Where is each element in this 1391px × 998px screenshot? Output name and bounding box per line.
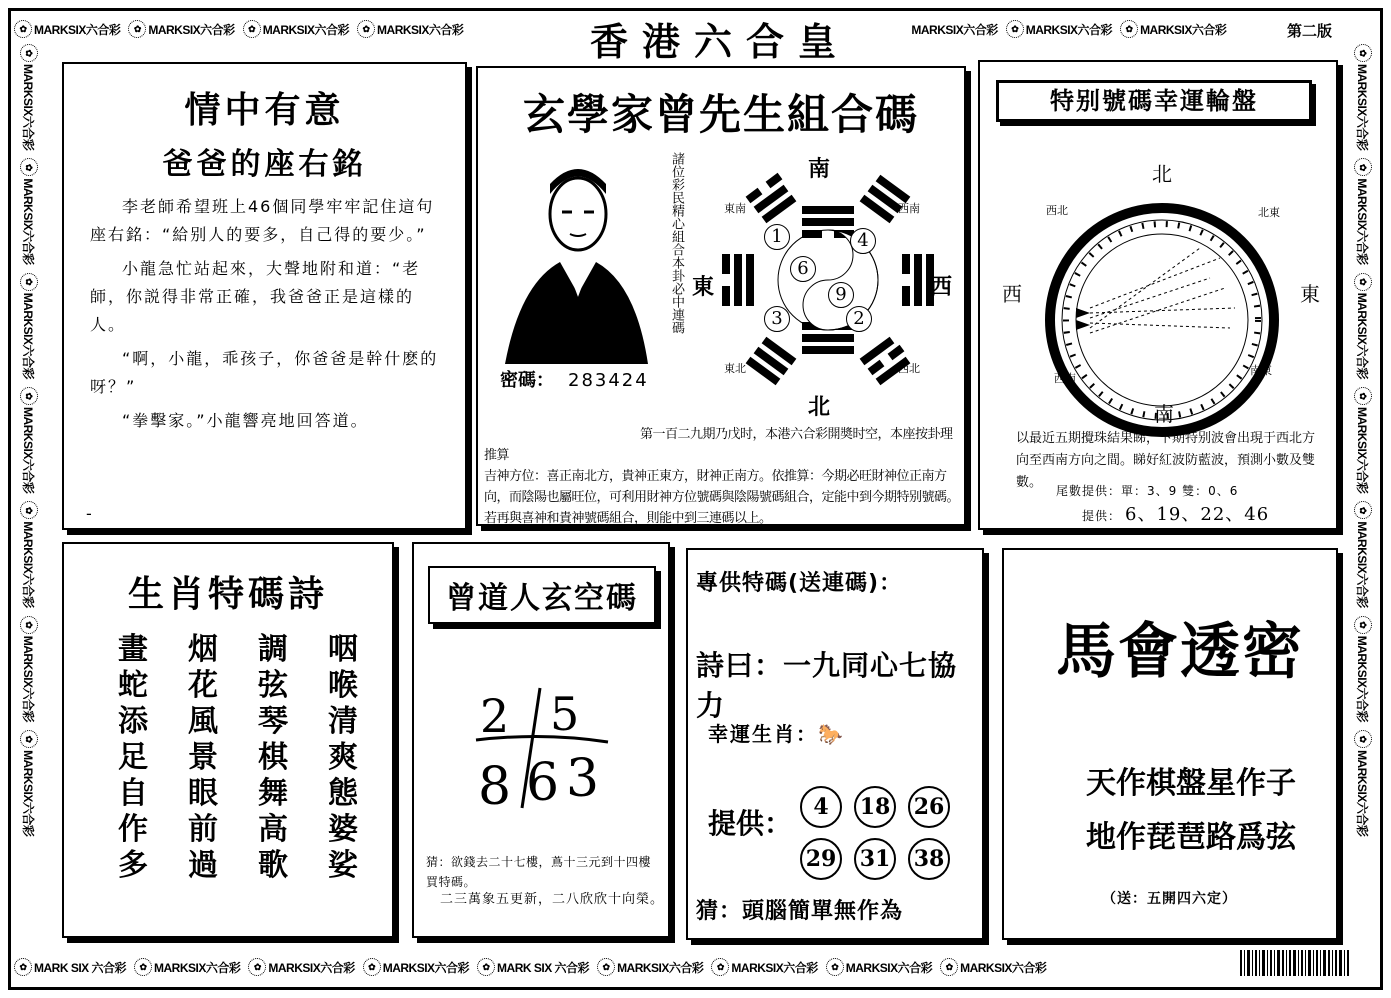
tail-label: 尾數提供： (1056, 484, 1122, 498)
number-circle: 3 (764, 306, 790, 332)
guess-text-2: 二三萬象五更新，二八欣欣十向榮。 (440, 892, 665, 907)
poem-char: 作 (118, 812, 148, 847)
flower-icon: ✿ (1120, 20, 1138, 38)
hand-digit: 6 (526, 753, 560, 813)
watermark-tile: ✿ MARKSIX六合彩 (1354, 616, 1372, 722)
story-paragraph: 李老師希望班上46個同學牢牢記住這句座右銘：“給别人的要多，自己得的要少。” (90, 197, 435, 244)
panel-subtitle: 爸爸的座右銘 (162, 147, 367, 182)
hand-digit: 2 (480, 689, 510, 743)
panel-title: 生肖特碼詩 (127, 573, 328, 615)
wheel-description: 以最近五期攪珠結果睇，下期特别波會出現于西北方向至西南方向之間。睇好紅波防藍波，預測小數及雙數。 (1016, 431, 1316, 490)
watermark-tile: ✿ MARKSIX六合彩 (20, 616, 38, 722)
poem-char: 花 (188, 668, 218, 703)
compass-south: 南 (1154, 402, 1174, 426)
tail-numbers (1056, 482, 1238, 499)
flower-icon: ✿ (20, 730, 38, 748)
direction-southeast: 東南 (724, 202, 746, 215)
compass-northeast: 北東 (1258, 206, 1280, 219)
poem-char: 琴 (258, 704, 288, 739)
poem-char: 景 (188, 740, 218, 775)
flower-icon: ✿ (20, 387, 38, 405)
watermark-tile: ✿ MARKSIX六合彩 (940, 958, 1046, 976)
panel-metaphysicist (476, 66, 966, 526)
story-text (64, 193, 465, 435)
story-paragraph: 小龍急忙站起來，大聲地附和道：“老師，你説得非常正確，我爸爸正是這樣的人。 (90, 259, 421, 334)
offer-numbers (1082, 500, 1269, 526)
code-value: 283424 (568, 370, 649, 391)
compass-west: 西 (1002, 282, 1022, 306)
barcode-image (1240, 950, 1352, 984)
flower-icon: ✿ (14, 958, 32, 976)
number-circle: 2 (846, 306, 872, 332)
story-paragraph: “拳擊家。”小龍響亮地回答道。 (122, 411, 369, 430)
poem-char: 婆 (328, 812, 358, 847)
number-ball: 38 (908, 838, 950, 880)
flower-icon: ✿ (1354, 501, 1372, 519)
watermark-tile: MARKSIX六合彩 (891, 20, 997, 38)
panel-title: 特别號碼幸運輪盤 (996, 80, 1312, 122)
watermark-tile: ✿ MARKSIX六合彩 (20, 387, 38, 493)
direction-north: 北 (808, 394, 831, 420)
number-ball: 31 (854, 838, 896, 880)
watermark-tile: ✿ MARKSIX六合彩 (1354, 158, 1372, 264)
offer-label: 提供： (1082, 509, 1122, 523)
flower-icon: ✿ (1354, 273, 1372, 291)
analysis-first-line: 第一百二九期乃戊时，本港六合彩開奬时空，本座按卦理推算 (484, 427, 953, 463)
flower-icon: ✿ (20, 273, 38, 291)
number-ball: 4 (800, 786, 842, 828)
poem-char: 舞 (258, 776, 288, 811)
compass-north: 北 (1152, 162, 1172, 186)
hand-digit: 3 (566, 749, 600, 809)
poem-char: 高 (258, 812, 288, 847)
offer-values: 6、19、22、46 (1125, 504, 1270, 525)
poem-char: 娑 (328, 848, 358, 883)
watermark-tile: ✿ MARKSIX六合彩 (357, 20, 463, 38)
watermark-tile: ✿ MARKSIX六合彩 (1354, 501, 1372, 607)
direction-west: 西 (930, 274, 953, 300)
watermark-tile: ✿ MARK SIX 六合彩 (14, 958, 126, 976)
watermark-tile: ✿ MARKSIX六合彩 (20, 273, 38, 379)
compass-southeast: 南東 (1250, 364, 1272, 377)
panel-title: 馬會透密 (1056, 617, 1304, 687)
flower-icon: ✿ (248, 958, 266, 976)
guess-text: 猜：頭腦簡單無作為 (696, 898, 904, 924)
poem-char: 足 (118, 740, 148, 775)
number-circle: 4 (850, 228, 876, 254)
poem-char: 自 (118, 776, 148, 811)
flower-icon: ✿ (20, 501, 38, 519)
flower-icon: ✿ (1354, 44, 1372, 62)
flower-icon: ✿ (20, 44, 38, 62)
panel-lucky-wheel (978, 60, 1338, 530)
watermark-tile: ✿ MARKSIX六合彩 (20, 501, 38, 607)
edition-label: 第二版 (1287, 22, 1333, 40)
watermark-tile: ✿ MARK SIX 六合彩 (477, 958, 589, 976)
watermark-tile: ✿ MARKSIX六合彩 (14, 20, 120, 38)
flower-icon: ✿ (711, 958, 729, 976)
flower-icon: ✿ (20, 158, 38, 176)
poem-char: 眼 (188, 776, 218, 811)
lucky-zodiac (708, 718, 845, 747)
watermark-tile: ✿ MARKSIX六合彩 (1354, 730, 1372, 836)
poem-char: 咽 (328, 632, 358, 667)
poem-char: 棋 (258, 740, 288, 775)
panel-title: 曾道人玄空碼 (428, 566, 656, 624)
bonus-note: （送：五開四六定） (1102, 891, 1237, 907)
tail-values: 單：3、9 雙：0、6 (1121, 484, 1239, 498)
provide-label: 提供： (708, 807, 793, 840)
number-circle: 1 (764, 224, 790, 250)
poem-char: 態 (328, 776, 358, 811)
poem-grid (98, 628, 378, 883)
flower-icon: ✿ (597, 958, 615, 976)
flower-icon: ✿ (134, 958, 152, 976)
poem-char: 弦 (258, 668, 288, 703)
lucky-zodiac-label: 幸運生肖： (708, 722, 818, 746)
watermark-tile: ✿ MARKSIX六合彩 (243, 20, 349, 38)
flower-icon: ✿ (477, 958, 495, 976)
watermark-tile: ✿ MARKSIX六合彩 (128, 20, 234, 38)
newspaper-title: 香港六合皇 (530, 14, 910, 62)
panel-title: 情中有意 (184, 89, 345, 131)
watermark-tile: ✿ MARKSIX六合彩 (597, 958, 703, 976)
verse-line-2: 地作琵琶路爲弦 (1086, 820, 1296, 855)
poem-char: 前 (188, 812, 218, 847)
number-circle: 6 (790, 256, 816, 282)
guess-text: 猜：欲錢去二十七樓，蔦十三元到十四樓買特碼。 (426, 855, 652, 889)
story-paragraph: “啊，小龍，乖孩子，你爸爸是幹什麽的呀？” (90, 349, 439, 396)
watermark-tile: ✿ MARKSIX六合彩 (1354, 387, 1372, 493)
dash-mark: - (86, 504, 92, 523)
side-note: 諸位彩民精心組合本卦必中連碼 (669, 152, 684, 334)
compass-east: 東 (1300, 282, 1320, 306)
direction-east: 東 (692, 274, 715, 300)
number-balls (800, 786, 952, 880)
flower-icon: ✿ (1354, 387, 1372, 405)
flower-icon: ✿ (826, 958, 844, 976)
compass-southwest: 西南 (1054, 372, 1076, 385)
number-ball: 29 (800, 838, 842, 880)
panel-special-code (686, 548, 984, 940)
watermark-tile: ✿ MARKSIX六合彩 (1354, 273, 1372, 379)
watermark-tile: ✿ MARKSIX六合彩 (134, 958, 240, 976)
watermark-tile: ✿ MARKSIX六合彩 (1354, 44, 1372, 150)
watermark-tile: ✿ MARKSIX六合彩 (711, 958, 817, 976)
panel-title: 玄學家曾先生組合碼 (522, 90, 919, 139)
direction-south: 南 (808, 156, 831, 182)
analysis-body: 吉神方位：喜正南北方，貴神正東方，財神正南方。依推算：今期必旺財神位正南方向，而陰陽也屬旺位，可利用財神方位號碼與陰陽號碼組合，定能中到今期特别號碼。若再與喜神和貴神號碼組合，則能中到三連碼以上。 (484, 469, 960, 526)
analysis-text (484, 424, 962, 529)
watermark-tile: ✿ MARKSIX六合彩 (20, 44, 38, 150)
poem-char: 風 (188, 704, 218, 739)
panel-love-story (62, 62, 467, 530)
direction-northeast: 東北 (724, 362, 746, 375)
flower-icon: ✿ (363, 958, 381, 976)
compass-northwest: 西北 (1046, 204, 1068, 217)
secret-code (500, 366, 649, 392)
direction-southwest: 西南 (898, 202, 920, 215)
flower-icon: ✿ (1354, 730, 1372, 748)
poem-char: 添 (118, 704, 148, 739)
hand-digit: 5 (550, 687, 580, 741)
code-label: 密碼： (500, 370, 554, 391)
watermark-tile: ✿ MARKSIX六合彩 (363, 958, 469, 976)
direction-northwest: 西北 (898, 362, 920, 375)
watermark-tile: ✿ MARKSIX六合彩 (1120, 20, 1226, 38)
number-ball: 18 (854, 786, 896, 828)
watermark-strip-bottom (14, 952, 1376, 982)
watermark-tile: ✿ MARKSIX六合彩 (20, 158, 38, 264)
handwritten-numbers (474, 676, 614, 816)
flower-icon: ✿ (940, 958, 958, 976)
poem-line: 詩曰：一九同心七協力 (696, 649, 958, 722)
flower-icon: ✿ (1006, 20, 1024, 38)
panel-title: 專供特碼(送連碼)： (696, 571, 903, 596)
watermark-tile: ✿ MARKSIX六合彩 (20, 730, 38, 836)
poem-char: 烟 (188, 632, 218, 667)
poem-char: 蛇 (118, 668, 148, 703)
panel-zodiac-poem (62, 542, 394, 938)
hand-digit: 8 (478, 757, 512, 816)
poem-char: 多 (118, 848, 148, 883)
watermark-tile: ✿ MARKSIX六合彩 (1006, 20, 1112, 38)
verse-line-1: 天作棋盤星作子 (1086, 766, 1296, 801)
horse-icon: 🐎 (818, 722, 845, 746)
watermark-tile: ✿ MARKSIX六合彩 (826, 958, 932, 976)
flower-icon: ✿ (1354, 158, 1372, 176)
watermark-strip-left (16, 44, 42, 949)
number-circle: 9 (828, 282, 854, 308)
watermark-tile: ✿ MARKSIX六合彩 (248, 958, 354, 976)
flower-icon: ✿ (243, 20, 261, 38)
poem-char: 過 (188, 848, 218, 883)
number-ball: 26 (908, 786, 950, 828)
flower-icon: ✿ (14, 20, 32, 38)
watermark-strip-right (1350, 44, 1376, 949)
poem-char: 喉 (328, 668, 358, 703)
poem-char: 爽 (328, 740, 358, 775)
poem-char: 畫 (118, 632, 148, 667)
poem-char: 調 (258, 632, 288, 667)
flower-icon: ✿ (1354, 616, 1372, 634)
flower-icon: ✿ (128, 20, 146, 38)
panel-jockey-secret (1002, 548, 1338, 940)
poem-char: 清 (328, 704, 358, 739)
poem-char: 歌 (258, 848, 288, 883)
panel-taoist-code (412, 542, 670, 938)
flower-icon: ✿ (357, 20, 375, 38)
flower-icon: ✿ (20, 616, 38, 634)
